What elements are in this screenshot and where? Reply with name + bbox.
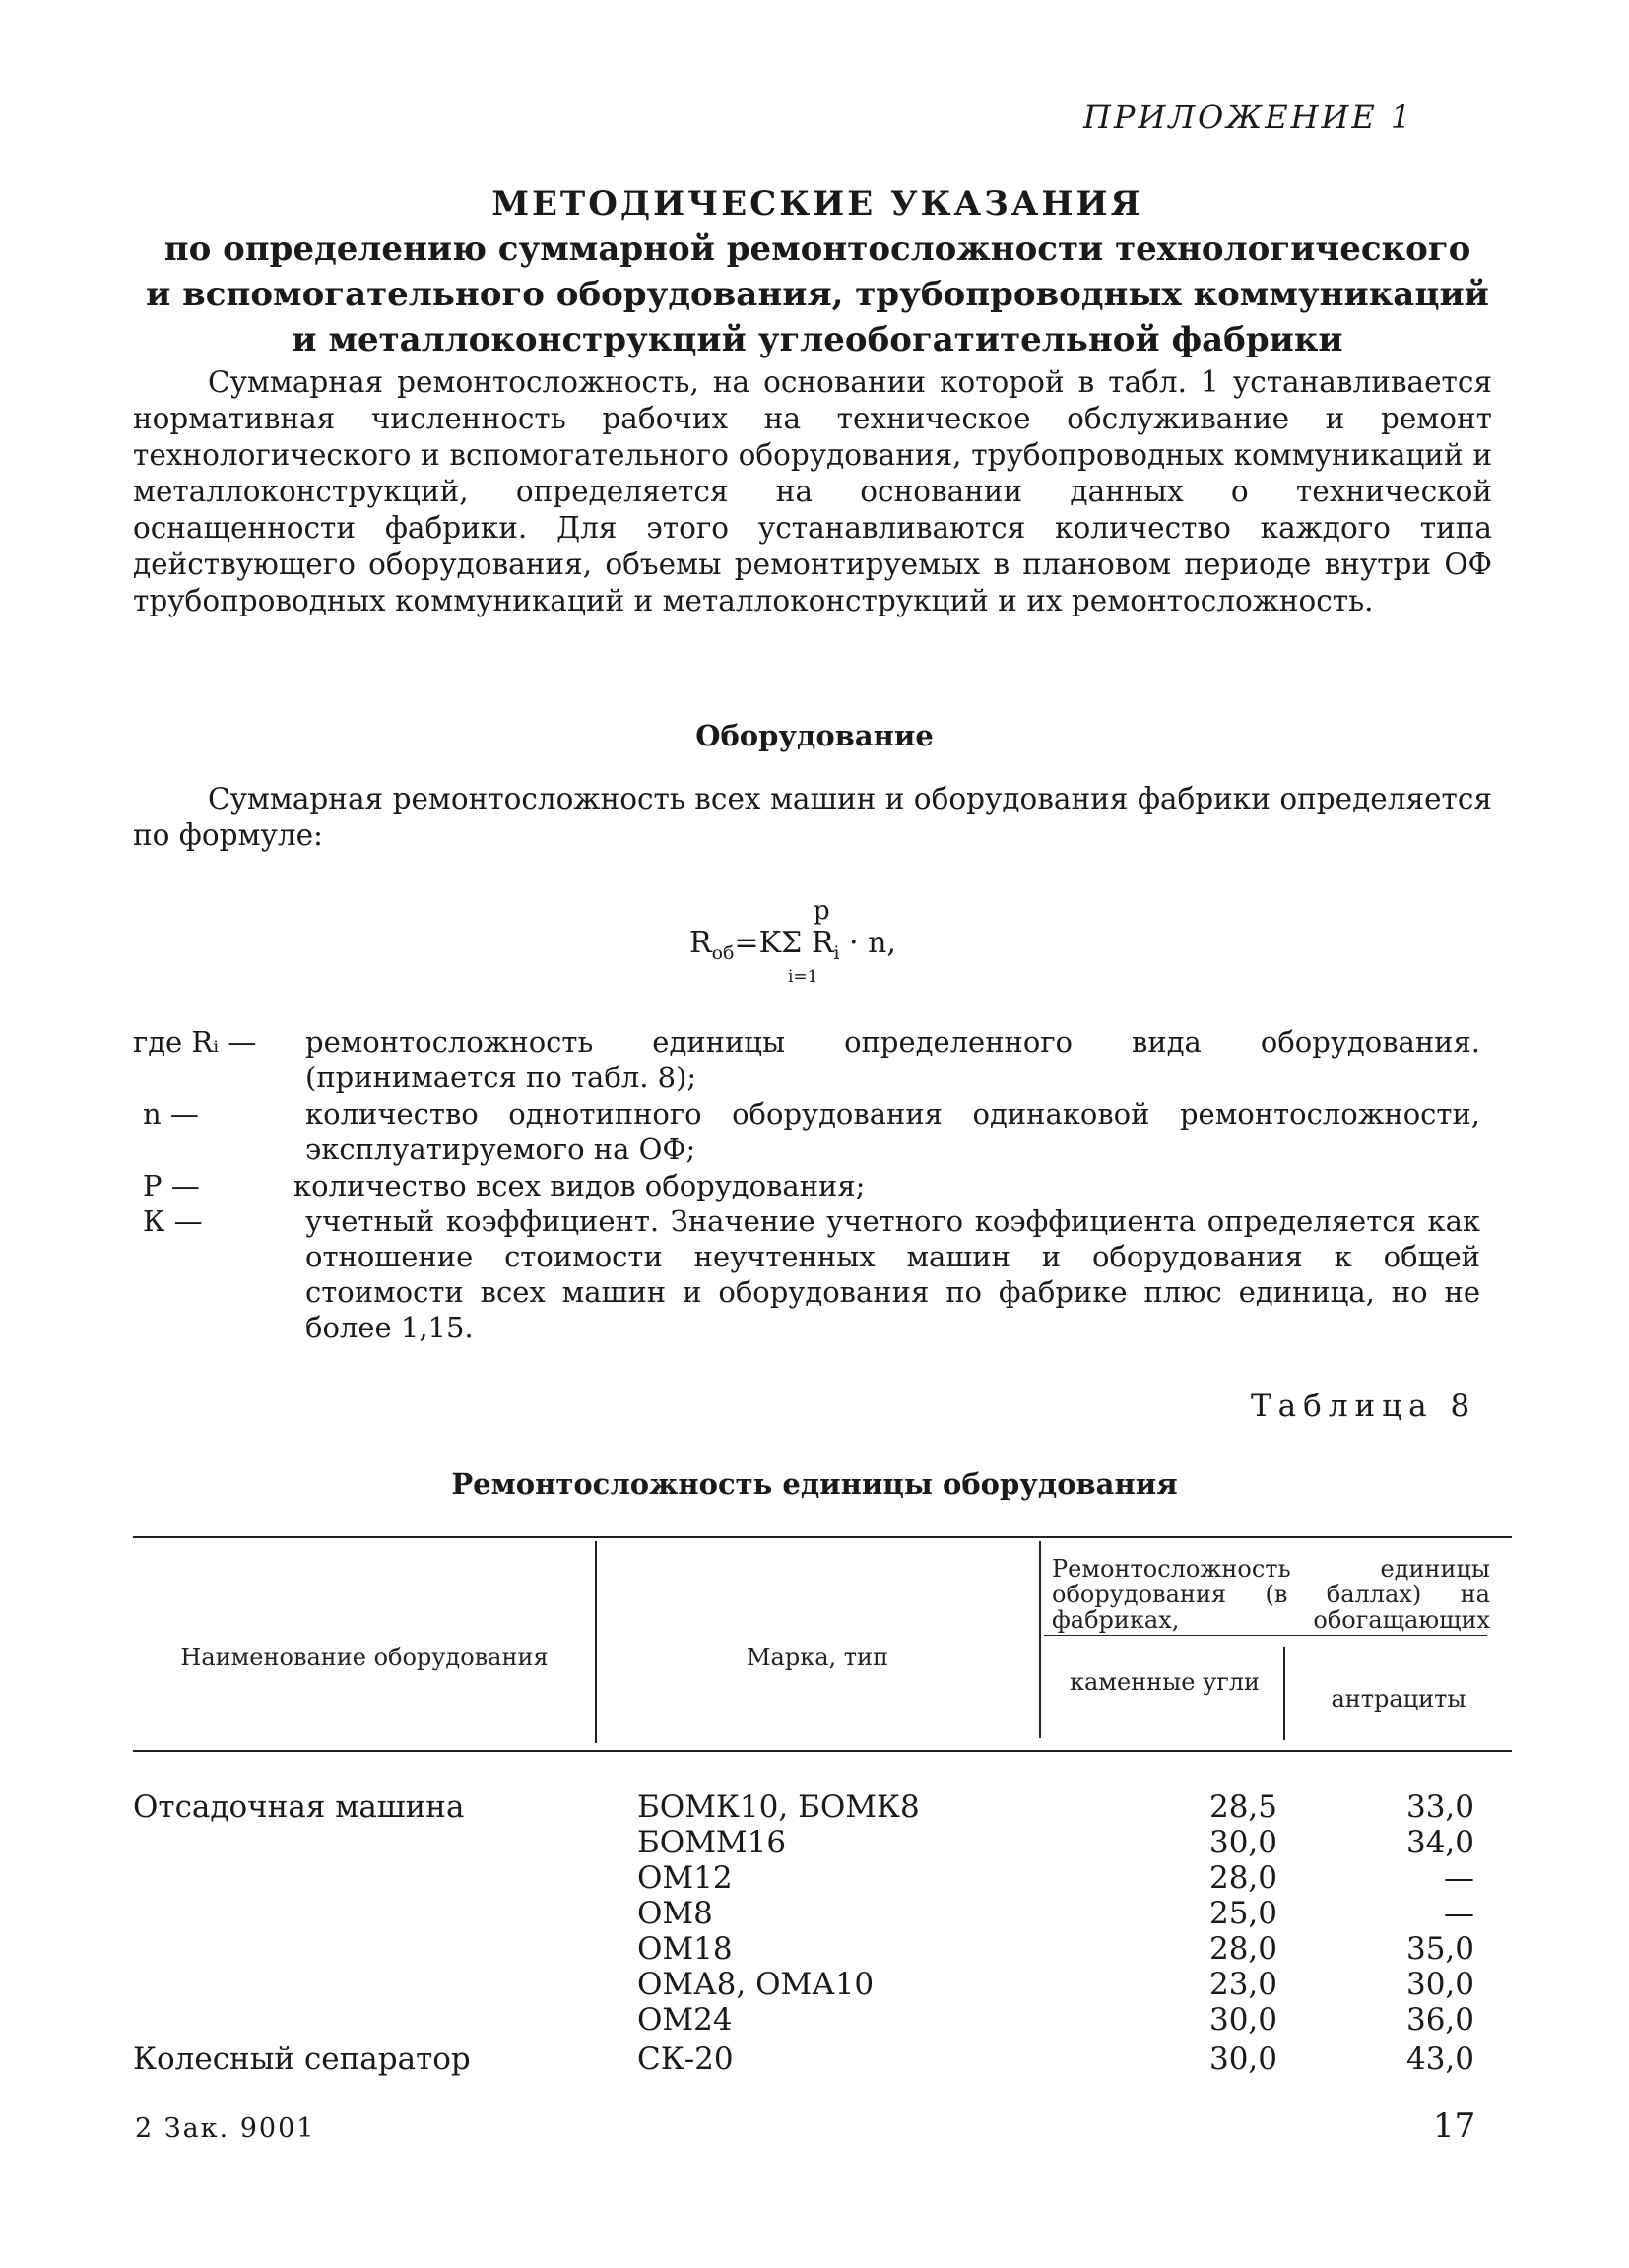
table-row: [133, 2002, 1512, 2038]
section-paragraph: Суммарная ремонтосложность всех машин и оборудования фабрики определяется по формуле:: [133, 782, 1492, 852]
table-top-rule: [133, 1536, 1512, 1538]
definition-symbol: К —: [143, 1204, 203, 1238]
table-row: [133, 2041, 1512, 2077]
definition-symbol: n —: [143, 1097, 199, 1131]
formula-term: R: [811, 926, 834, 960]
table-title: Ремонтосложность единицы оборудования: [451, 1467, 1178, 1501]
table-row: [133, 1825, 1512, 1860]
formula-term-sub: i: [833, 942, 840, 964]
cell-anthracite: —: [1444, 1896, 1474, 1931]
definition-item: [133, 1096, 1492, 1167]
cell-mark: БОМК10, БОМК8: [637, 1789, 920, 1825]
cell-coal: 28,0: [1208, 1860, 1277, 1896]
column-header-name: Наименование оборудования: [180, 1644, 549, 1671]
table-column-divider: [1283, 1647, 1285, 1740]
definition-item: [133, 1203, 1492, 1347]
cell-coal: 30,0: [1208, 2041, 1277, 2077]
definition-text: учетный коэффициент. Значение учетного коэффициента определяется как отношение стоимости неучтенных машин и оборудования к общей стоимости всех машин и оборудования по фабрике плюс единица, но не более 1,15.: [305, 1204, 1480, 1344]
cell-mark: ОМА8, ОМА10: [637, 1967, 875, 2002]
formula-expression: [689, 926, 896, 964]
cell-coal: 30,0: [1208, 1825, 1277, 1860]
cell-anthracite: 33,0: [1405, 1789, 1474, 1825]
cell-mark: СК-20: [637, 2041, 734, 2077]
definition-text: ремонтосложность единицы определенного вида оборудования. (принимается по табл. 8);: [305, 1025, 1480, 1094]
formula-mult: · n,: [849, 926, 896, 960]
definition-item: [133, 1024, 1492, 1095]
table-row: [133, 1860, 1512, 1896]
column-header-group: Ремонтосложность единицы оборудования (в баллах) на фабриках, обогащающих: [1052, 1555, 1490, 1634]
cell-coal: 25,0: [1208, 1896, 1277, 1931]
cell-anthracite: 30,0: [1405, 1967, 1474, 2002]
cell-name: Отсадочная машина: [133, 1789, 465, 1825]
cell-anthracite: 35,0: [1405, 1931, 1474, 1967]
cell-mark: ОМ8: [637, 1896, 713, 1931]
cell-mark: ОМ18: [637, 1931, 733, 1967]
section-heading: Оборудование: [695, 719, 934, 752]
cell-anthracite: 34,0: [1405, 1825, 1474, 1860]
table-row: [133, 1789, 1512, 1825]
cell-anthracite: —: [1444, 1860, 1474, 1896]
table-column-divider: [595, 1541, 597, 1743]
cell-coal: 23,0: [1208, 1967, 1277, 2002]
table-number: Таблица 8: [1251, 1389, 1477, 1424]
cell-anthracite: 43,0: [1405, 2041, 1474, 2077]
title-main: МЕТОДИЧЕСКИЕ УКАЗАНИЯ: [491, 184, 1143, 224]
formula-lhs: R: [689, 926, 712, 960]
footer-order-number: 2 Зак. 9001: [135, 2113, 316, 2144]
cell-mark: БОММ16: [637, 1825, 787, 1860]
formula-lower-limit: i=1: [788, 967, 818, 987]
document-title: [128, 181, 1507, 362]
table-header-bottom-rule: [133, 1750, 1512, 1752]
definition-text: количество однотипного оборудования одинаковой ремонтосложности, эксплуатируемого на ОФ;: [305, 1097, 1480, 1166]
formula-upper-limit: p: [814, 896, 830, 926]
cell-mark: ОМ24: [637, 2002, 733, 2038]
formula-eq: =K: [734, 926, 782, 960]
cell-name: Колесный сепаратор: [133, 2041, 471, 2077]
column-header-mark: Марка, тип: [746, 1644, 889, 1671]
column-header-anthracite: антрациты: [1331, 1685, 1466, 1713]
title-line-1: по определению суммарной ремонтосложности технологического: [163, 229, 1471, 269]
page-number: 17: [1433, 2106, 1476, 2146]
cell-coal: 28,0: [1208, 1931, 1277, 1967]
table-row: [133, 1931, 1512, 1967]
table-row: [133, 1896, 1512, 1931]
intro-paragraph: Суммарная ремонтосложность, на основании которой в табл. 1 устанавливается нормативная численность рабочих на техническое обслуживание и ремонт технологического и вспомогательного оборудования, трубопроводных коммуникаций и металлоконструкций, определяется на основании данных о технической оснащенности фабрики. Для этого устанавливаются количество каждого типа действующего оборудования, объемы ремонтируемых в плановом периоде внутри ОФ трубопроводных коммуникаций и металлоконструкций и их ремонтосложность.: [133, 365, 1492, 617]
cell-coal: 28,5: [1208, 1789, 1277, 1825]
definition-text: количество всех видов оборудования;: [293, 1169, 866, 1202]
formula-lhs-sub: об: [711, 942, 735, 964]
title-line-3: и металлоконструкций углеобогатительной фабрики: [292, 320, 1343, 359]
cell-mark: ОМ12: [637, 1860, 733, 1896]
title-line-2: и вспомогательного оборудования, трубопроводных коммуникаций: [146, 275, 1489, 314]
formula-sigma: Σ: [781, 926, 803, 960]
definition-symbol: Р —: [143, 1169, 200, 1202]
definition-symbol: где Rᵢ —: [133, 1025, 257, 1059]
table-column-divider: [1039, 1541, 1041, 1738]
table-subheader-rule: [1044, 1635, 1487, 1636]
definition-item: [133, 1168, 1492, 1203]
table-row: [133, 1967, 1512, 2002]
cell-anthracite: 36,0: [1405, 2002, 1474, 2038]
appendix-label: ПРИЛОЖЕНИЕ 1: [1083, 98, 1414, 136]
column-header-coal: каменные угли: [1069, 1668, 1261, 1696]
formula: [689, 896, 1005, 985]
cell-coal: 30,0: [1208, 2002, 1277, 2038]
